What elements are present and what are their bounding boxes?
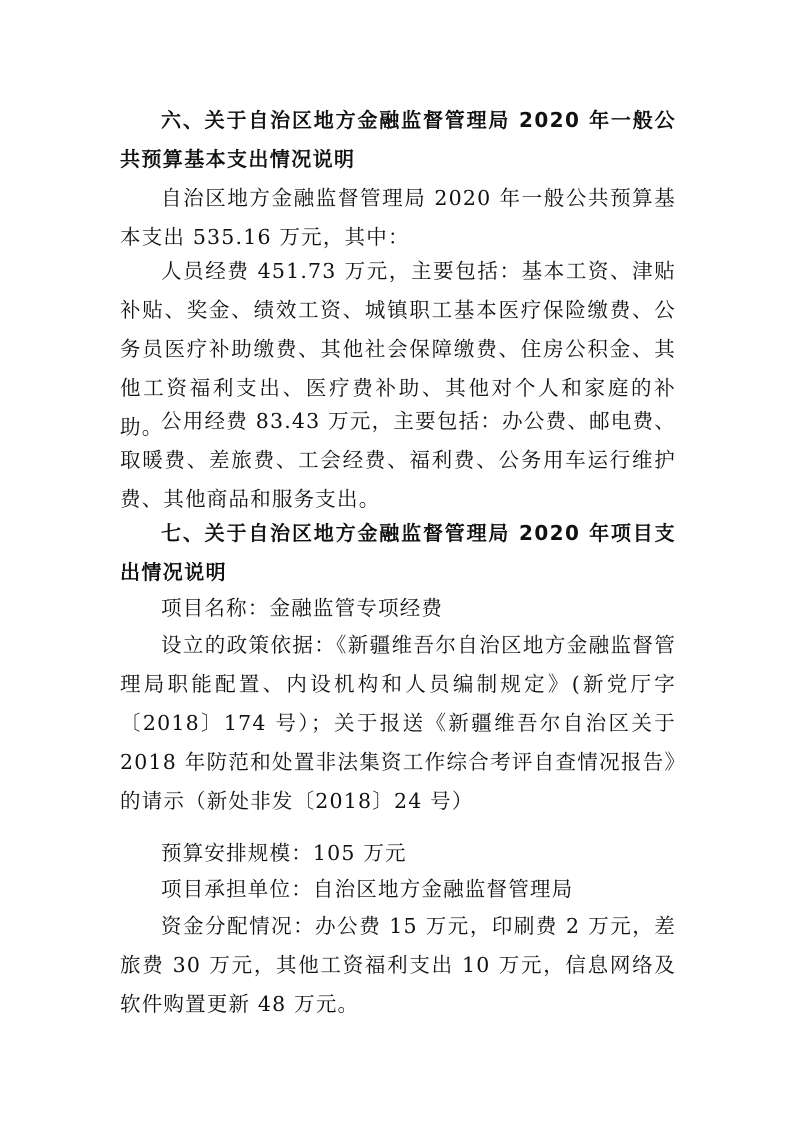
project-name: 项目名称：金融监管专项经费 xyxy=(161,596,444,620)
fund-allocation-paragraph: 资金分配情况：办公费 15 万元，印刷费 2 万元，差旅费 30 万元，其他工资福利支出 10 万元，信息网络及软件购置更新 48 万元。 xyxy=(120,914,676,1016)
section-6-intro: 自治区地方金融监督管理局 2020 年一般公共预算基本支出 535.16 万元，其中： xyxy=(120,186,676,249)
policy-basis-paragraph: 设立的政策依据：《新疆维吾尔自治区地方金融监督管理局职能配置、内设机构和人员编制规定》(新党厅字〔2018〕174 号）；关于报送《新疆维吾尔自治区关于 2018 年防范和处置非法集资工作综合考评自查情况报告》的请示（新处非发〔2018〕24 号） xyxy=(120,633,676,813)
public-expenses-paragraph: 公用经费 83.43 万元，主要包括：办公费、邮电费、取暖费、差旅费、工会经费、福利费、公务用车运行维护费、其他商品和服务支出。 xyxy=(120,409,676,511)
section-6-heading: 六、关于自治区地方金融监督管理局 2020 年一般公共预算基本支出情况说明 xyxy=(120,108,676,171)
undertaking-unit: 项目承担单位：自治区地方金融监督管理局 xyxy=(161,877,574,901)
budget-scale: 预算安排规模：105 万元 xyxy=(161,841,407,865)
personnel-expenses-paragraph: 人员经费 451.73 万元，主要包括：基本工资、津贴补贴、奖金、绩效工资、城镇职工基本医疗保险缴费、公务员医疗补助缴费、其他社会保障缴费、住房公积金、其他工资福利支出、医疗费补助、其他对个人和家庭的补助。 xyxy=(120,259,676,439)
section-7-heading: 七、关于自治区地方金融监督管理局 2020 年项目支出情况说明 xyxy=(120,521,676,584)
